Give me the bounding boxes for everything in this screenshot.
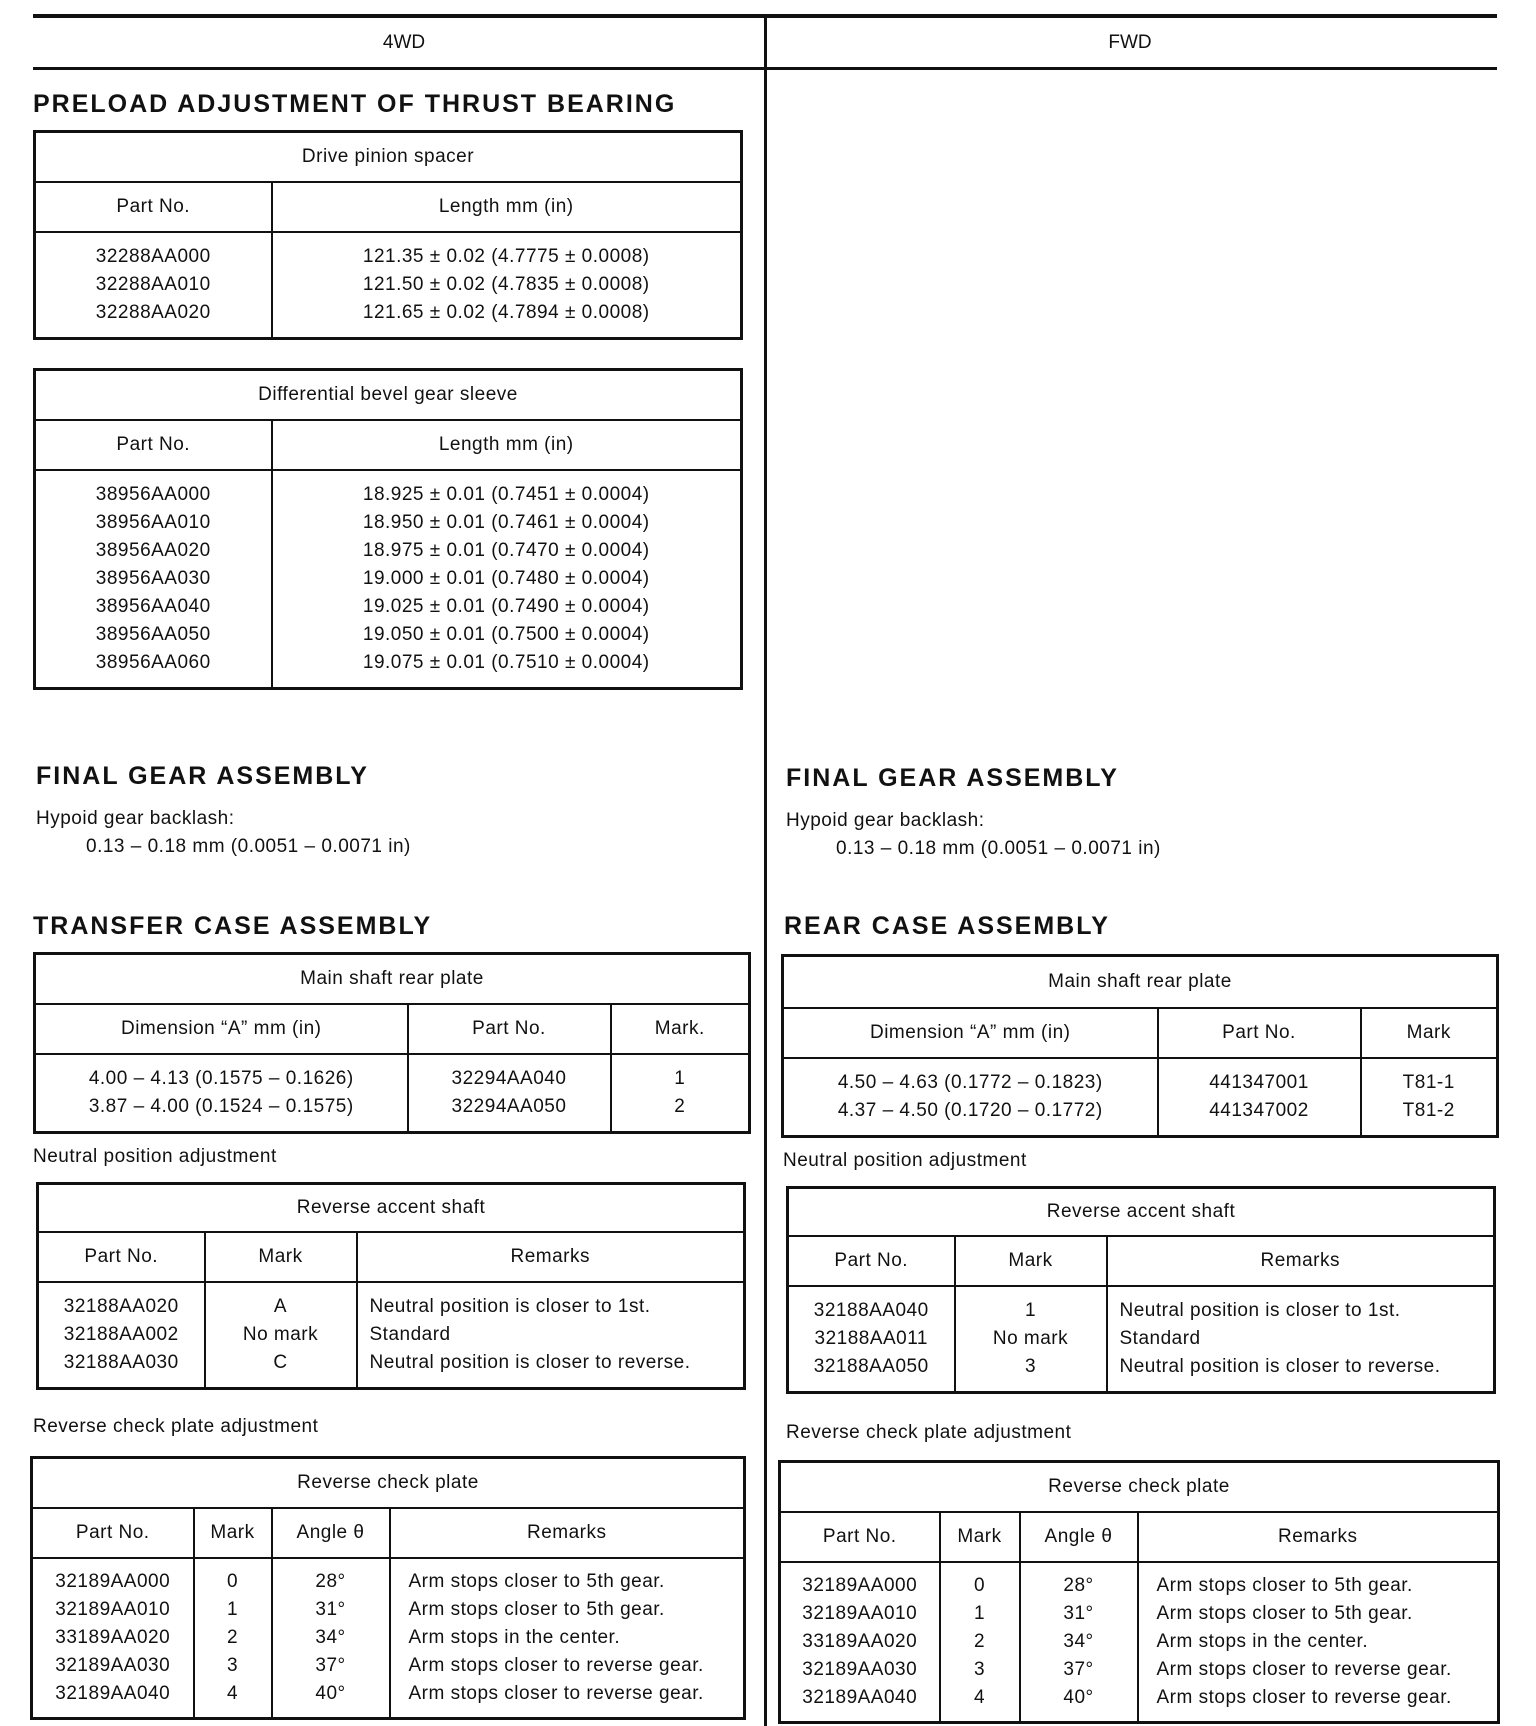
cell: 4.50 – 4.63 (0.1772 – 0.1823) <box>837 1072 1103 1093</box>
transfer-case-title: TRANSFER CASE ASSEMBLY <box>33 912 433 940</box>
mark-column <box>940 1562 1020 1723</box>
part-column <box>32 1558 194 1719</box>
table-caption: Main shaft rear plate <box>783 956 1498 1009</box>
backlash-value-fwd: 0.13 – 0.18 mm (0.0051 – 0.0071 in) <box>836 838 1161 859</box>
cell: 2 <box>674 1096 686 1117</box>
remarks-column <box>390 1558 745 1719</box>
column-header: Remarks <box>390 1508 745 1558</box>
cell: 1 <box>674 1068 686 1089</box>
cell: 0 <box>226 1571 239 1592</box>
table-caption: Drive pinion spacer <box>35 132 742 183</box>
cell: T81-2 <box>1402 1100 1455 1121</box>
cell: 3 <box>226 1655 239 1676</box>
remarks-column <box>1138 1562 1499 1723</box>
column-header: Angle θ <box>272 1508 390 1558</box>
main-shaft-rear-plate-table-4wd <box>33 952 751 1134</box>
cell: 32288AA010 <box>95 274 211 295</box>
check-plate-label-4wd: Reverse check plate adjustment <box>33 1416 319 1437</box>
cell: 32188AA002 <box>63 1324 179 1345</box>
column-header: Angle θ <box>1020 1512 1138 1562</box>
cell: 121.50 ± 0.02 (4.7835 ± 0.0008) <box>362 274 650 295</box>
drive-pinion-spacer-table <box>33 130 743 340</box>
final-gear-title-fwd: FINAL GEAR ASSEMBLY <box>786 764 1119 792</box>
cell: 32294AA050 <box>451 1096 567 1117</box>
cell: 4 <box>226 1683 239 1704</box>
cell: No mark <box>242 1324 319 1345</box>
cell: 19.075 ± 0.01 (0.7510 ± 0.0004) <box>362 652 650 673</box>
cell: 32188AA050 <box>813 1356 929 1377</box>
part-column <box>38 1282 205 1389</box>
mark-column <box>194 1558 272 1719</box>
neutral-label-fwd: Neutral position adjustment <box>783 1150 1027 1171</box>
cell: 19.000 ± 0.01 (0.7480 ± 0.0004) <box>362 568 650 589</box>
cell: Arm stops in the center. <box>408 1627 621 1648</box>
column-header: Mark <box>940 1512 1020 1562</box>
cell: Arm stops in the center. <box>1156 1631 1369 1652</box>
angle-column <box>1020 1562 1138 1723</box>
cell: 32189AA040 <box>802 1687 918 1708</box>
column-header-4wd: 4WD <box>382 32 426 53</box>
cell: 19.050 ± 0.01 (0.7500 ± 0.0004) <box>362 624 650 645</box>
cell: 40° <box>315 1683 346 1704</box>
column-header: Mark <box>194 1508 272 1558</box>
mark-column <box>955 1286 1107 1393</box>
cell: 37° <box>1063 1659 1094 1680</box>
cell: 3 <box>973 1659 986 1680</box>
cell: 3 <box>1024 1356 1037 1377</box>
cell: 1 <box>973 1603 986 1624</box>
cell: Standard <box>369 1324 451 1345</box>
length-column <box>272 470 742 689</box>
cell: 441347002 <box>1209 1100 1309 1121</box>
cell: 18.975 ± 0.01 (0.7470 ± 0.0004) <box>362 540 650 561</box>
cell: 33189AA020 <box>802 1631 918 1652</box>
column-header-fwd: FWD <box>1108 32 1152 53</box>
reverse-accent-shaft-table-fwd <box>786 1186 1496 1394</box>
column-header: Mark. <box>611 1004 750 1054</box>
column-header: Dimension “A” mm (in) <box>35 1004 408 1054</box>
table-caption: Differential bevel gear sleeve <box>35 370 742 421</box>
cell: Neutral position is closer to reverse. <box>369 1352 691 1373</box>
cell: 32189AA000 <box>802 1575 918 1596</box>
mark-column <box>205 1282 357 1389</box>
part-column <box>780 1562 940 1723</box>
dimension-column <box>783 1058 1158 1137</box>
cell: 2 <box>226 1627 239 1648</box>
column-header: Part No. <box>38 1232 205 1282</box>
cell: 38956AA040 <box>95 596 211 617</box>
column-header: Part No. <box>408 1004 611 1054</box>
cell: 19.025 ± 0.01 (0.7490 ± 0.0004) <box>362 596 650 617</box>
cell: 37° <box>315 1655 346 1676</box>
remarks-column <box>357 1282 745 1389</box>
cell: 32188AA030 <box>63 1352 179 1373</box>
table-caption: Reverse accent shaft <box>788 1188 1495 1237</box>
cell: 32288AA000 <box>95 246 211 267</box>
cell: 1 <box>1024 1300 1037 1321</box>
table-caption: Reverse check plate <box>780 1462 1499 1513</box>
cell: 1 <box>226 1599 239 1620</box>
neutral-label-4wd: Neutral position adjustment <box>33 1146 277 1167</box>
cell: 32288AA020 <box>95 302 211 323</box>
check-plate-label-fwd: Reverse check plate adjustment <box>786 1422 1072 1443</box>
dimension-column <box>35 1054 408 1133</box>
cell: 34° <box>315 1627 346 1648</box>
cell: Standard <box>1119 1328 1201 1349</box>
cell: Arm stops closer to 5th gear. <box>1156 1603 1413 1624</box>
cell: 0 <box>973 1575 986 1596</box>
cell: 38956AA000 <box>95 484 211 505</box>
cell: T81-1 <box>1402 1072 1455 1093</box>
cell: 121.35 ± 0.02 (4.7775 ± 0.0008) <box>362 246 650 267</box>
column-header: Part No. <box>1158 1008 1361 1058</box>
table-caption: Main shaft rear plate <box>35 954 750 1005</box>
table-caption: Reverse check plate <box>32 1458 745 1509</box>
cell: 28° <box>1063 1575 1094 1596</box>
cell: 38956AA020 <box>95 540 211 561</box>
cell: 2 <box>973 1631 986 1652</box>
cell: 32188AA011 <box>814 1328 928 1349</box>
reverse-check-plate-table-4wd <box>30 1456 746 1720</box>
cell: 38956AA010 <box>95 512 211 533</box>
cell: 38956AA060 <box>95 652 211 673</box>
column-header: Length mm (in) <box>272 182 742 232</box>
column-header: Remarks <box>1138 1512 1499 1562</box>
cell: A <box>273 1296 288 1317</box>
part-column <box>408 1054 611 1133</box>
cell: C <box>273 1352 288 1373</box>
cell: 4.00 – 4.13 (0.1575 – 0.1626) <box>88 1068 354 1089</box>
length-column <box>272 232 742 339</box>
column-header: Remarks <box>357 1232 745 1282</box>
part-column <box>35 232 272 339</box>
cell: No mark <box>992 1328 1069 1349</box>
backlash-label-fwd: Hypoid gear backlash: <box>786 810 985 831</box>
rear-case-title: REAR CASE ASSEMBLY <box>784 912 1110 940</box>
reverse-accent-shaft-table-4wd <box>36 1182 746 1390</box>
column-header: Part No. <box>780 1512 940 1562</box>
bevel-gear-sleeve-table <box>33 368 743 690</box>
cell: 4.37 – 4.50 (0.1720 – 0.1772) <box>837 1100 1103 1121</box>
cell: 31° <box>1063 1603 1094 1624</box>
cell: 33189AA020 <box>55 1627 171 1648</box>
cell: 121.65 ± 0.02 (4.7894 ± 0.0008) <box>362 302 650 323</box>
column-header: Part No. <box>32 1508 194 1558</box>
cell: 32188AA040 <box>813 1300 929 1321</box>
reverse-check-plate-table-fwd <box>778 1460 1500 1724</box>
cell: Arm stops closer to 5th gear. <box>1156 1575 1413 1596</box>
column-header: Part No. <box>35 182 272 232</box>
main-shaft-rear-plate-table-fwd <box>781 954 1499 1138</box>
table-caption: Reverse accent shaft <box>38 1184 745 1233</box>
preload-title: PRELOAD ADJUSTMENT OF THRUST BEARING <box>33 90 677 118</box>
cell: 32189AA010 <box>802 1603 918 1624</box>
cell: Arm stops closer to reverse gear. <box>408 1683 704 1704</box>
cell: 4 <box>973 1687 986 1708</box>
mark-column <box>611 1054 750 1133</box>
cell: 32189AA040 <box>55 1683 171 1704</box>
cell: 441347001 <box>1209 1072 1309 1093</box>
cell: Neutral position is closer to 1st. <box>369 1296 651 1317</box>
cell: Arm stops closer to reverse gear. <box>1156 1687 1452 1708</box>
column-header: Mark <box>955 1236 1107 1286</box>
cell: Neutral position is closer to reverse. <box>1119 1356 1441 1377</box>
cell: Arm stops closer to reverse gear. <box>1156 1659 1452 1680</box>
backlash-label-4wd: Hypoid gear backlash: <box>36 808 235 829</box>
cell: 38956AA030 <box>95 568 211 589</box>
column-header: Length mm (in) <box>272 420 742 470</box>
remarks-column <box>1107 1286 1495 1393</box>
cell: 28° <box>315 1571 346 1592</box>
cell: 31° <box>315 1599 346 1620</box>
cell: 32294AA040 <box>451 1068 567 1089</box>
column-header: Mark <box>205 1232 357 1282</box>
cell: Arm stops closer to 5th gear. <box>408 1571 665 1592</box>
part-column <box>1158 1058 1361 1137</box>
cell: 18.950 ± 0.01 (0.7461 ± 0.0004) <box>362 512 650 533</box>
column-header: Remarks <box>1107 1236 1495 1286</box>
column-header: Dimension “A” mm (in) <box>783 1008 1158 1058</box>
column-header: Part No. <box>35 420 272 470</box>
cell: 40° <box>1063 1687 1094 1708</box>
cell: 32188AA020 <box>63 1296 179 1317</box>
cell: Arm stops closer to reverse gear. <box>408 1655 704 1676</box>
backlash-value-4wd: 0.13 – 0.18 mm (0.0051 – 0.0071 in) <box>86 836 411 857</box>
cell: 32189AA010 <box>55 1599 171 1620</box>
cell: 18.925 ± 0.01 (0.7451 ± 0.0004) <box>362 484 650 505</box>
cell: 32189AA030 <box>55 1655 171 1676</box>
cell: Neutral position is closer to 1st. <box>1119 1300 1401 1321</box>
angle-column <box>272 1558 390 1719</box>
cell: 3.87 – 4.00 (0.1524 – 0.1575) <box>88 1096 354 1117</box>
part-column <box>788 1286 955 1393</box>
column-header: Mark <box>1361 1008 1498 1058</box>
cell: 38956AA050 <box>95 624 211 645</box>
cell: Arm stops closer to 5th gear. <box>408 1599 665 1620</box>
cell: 34° <box>1063 1631 1094 1652</box>
column-divider <box>764 16 767 1726</box>
part-column <box>35 470 272 689</box>
column-header: Part No. <box>788 1236 955 1286</box>
final-gear-title-4wd: FINAL GEAR ASSEMBLY <box>36 762 369 790</box>
cell: 32189AA000 <box>55 1571 171 1592</box>
mark-column <box>1361 1058 1498 1137</box>
cell: 32189AA030 <box>802 1659 918 1680</box>
